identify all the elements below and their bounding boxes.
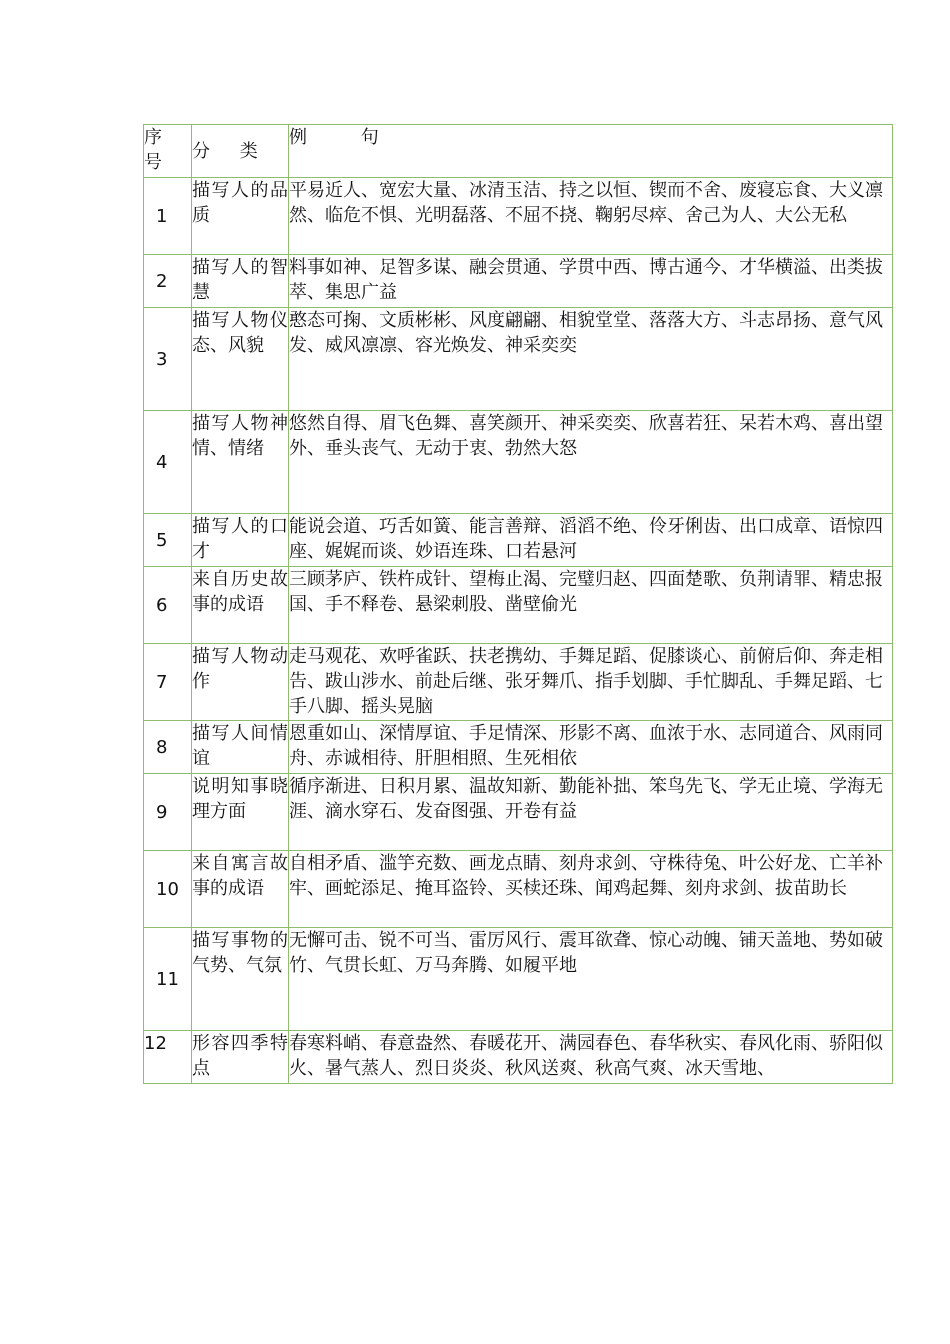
row-category-text: 描写人间情谊 <box>192 723 288 769</box>
table-row <box>144 255 893 308</box>
table-row <box>144 1031 893 1084</box>
row-number <box>144 178 192 255</box>
row-examples-text: 憨态可掬、文质彬彬、风度翩翩、相貌堂堂、落落大方、斗志昂扬、意气风发、威风凛凛、容光焕发、神采奕奕 <box>289 310 883 356</box>
row-examples-text: 平易近人、宽宏大量、冰清玉洁、持之以恒、锲而不舍、废寝忘食、大义凛然、临危不惧、光明磊落、不屈不挠、鞠躬尽瘁、舍己为人、大公无私 <box>289 180 883 226</box>
row-number-text: 8 <box>156 736 168 758</box>
row-category <box>192 178 289 255</box>
row-category <box>192 255 289 308</box>
row-number-text: 1 <box>156 205 168 227</box>
table-row <box>144 308 893 411</box>
idiom-table <box>143 124 893 1084</box>
row-number-text: 11 <box>156 968 179 990</box>
row-category <box>192 851 289 928</box>
table-row <box>144 851 893 928</box>
row-examples-text: 循序渐进、日积月累、温故知新、勤能补拙、笨鸟先飞、学无止境、学海无涯、滴水穿石、发奋图强、开卷有益 <box>289 776 883 822</box>
row-number <box>144 721 192 774</box>
row-category-text: 描写人的品质 <box>192 180 288 226</box>
row-examples <box>289 411 893 514</box>
table-row <box>144 178 893 255</box>
row-category <box>192 721 289 774</box>
row-examples-text: 走马观花、欢呼雀跃、扶老携幼、手舞足蹈、促膝谈心、前俯后仰、奔走相告、跋山涉水、前赴后继、张牙舞爪、指手划脚、手忙脚乱、手舞足蹈、七手八脚、摇头晃脑 <box>289 646 883 717</box>
row-category-text: 描写人物神情、情绪 <box>192 413 288 459</box>
row-category <box>192 308 289 411</box>
row-number <box>144 851 192 928</box>
row-examples <box>289 514 893 567</box>
header-examples-label: 例 句 <box>289 127 403 148</box>
row-number-text: 9 <box>156 801 168 823</box>
row-examples <box>289 851 893 928</box>
row-examples-text: 三顾茅庐、铁杵成针、望梅止渴、完璧归赵、四面楚歌、负荆请罪、精忠报国、手不释卷、悬梁刺股、凿壁偷光 <box>289 569 883 615</box>
table-row <box>144 774 893 851</box>
row-number <box>144 774 192 851</box>
row-category-text: 描写事物的气势、气氛 <box>192 930 288 976</box>
row-category <box>192 411 289 514</box>
header-number-label: 序号 <box>144 127 162 173</box>
row-number-text: 4 <box>156 451 168 473</box>
row-examples-text: 春寒料峭、春意盎然、春暖花开、满园春色、春华秋实、春风化雨、骄阳似火、暑气蒸人、烈日炎炎、秋风送爽、秋高气爽、冰天雪地、 <box>289 1033 883 1079</box>
row-category-text: 来自寓言故事的成语 <box>192 853 288 899</box>
row-examples <box>289 721 893 774</box>
row-number-text: 12 <box>144 1033 167 1054</box>
header-examples-cell <box>289 125 893 178</box>
row-examples-text: 能说会道、巧舌如簧、能言善辩、滔滔不绝、伶牙俐齿、出口成章、语惊四座、娓娓而谈、妙语连珠、口若悬河 <box>289 516 883 562</box>
row-examples <box>289 644 893 721</box>
row-category <box>192 1031 289 1084</box>
row-number-text: 7 <box>156 671 168 693</box>
table-row <box>144 411 893 514</box>
row-category <box>192 774 289 851</box>
row-number-text: 3 <box>156 348 168 370</box>
row-number <box>144 1031 192 1084</box>
row-category-text: 说明知事晓理方面 <box>192 776 288 822</box>
row-examples <box>289 178 893 255</box>
row-category-text: 描写人物动作 <box>192 646 288 692</box>
row-examples-text: 自相矛盾、滥竽充数、画龙点睛、刻舟求剑、守株待兔、叶公好龙、亡羊补牢、画蛇添足、掩耳盗铃、买椟还珠、闻鸡起舞、刻舟求剑、拔苗助长 <box>289 853 883 899</box>
row-number <box>144 644 192 721</box>
row-category <box>192 928 289 1031</box>
row-examples <box>289 308 893 411</box>
table-row <box>144 644 893 721</box>
row-category-text: 描写人物仪态、风貌 <box>192 310 288 356</box>
row-examples-text: 悠然自得、眉飞色舞、喜笑颜开、神采奕奕、欣喜若狂、呆若木鸡、喜出望外、垂头丧气、无动于衷、勃然大怒 <box>289 413 883 459</box>
table-row <box>144 721 893 774</box>
row-examples <box>289 928 893 1031</box>
row-examples <box>289 567 893 644</box>
row-number-text: 6 <box>156 594 168 616</box>
row-category <box>192 567 289 644</box>
row-number <box>144 928 192 1031</box>
table-row <box>144 567 893 644</box>
row-number <box>144 514 192 567</box>
row-number-text: 2 <box>156 270 168 292</box>
table-row <box>144 928 893 1031</box>
row-number <box>144 411 192 514</box>
row-examples-text: 料事如神、足智多谋、融会贯通、学贯中西、博古通今、才华横溢、出类拔萃、集思广益 <box>289 257 883 303</box>
table-row <box>144 514 893 567</box>
header-number-cell <box>144 125 192 178</box>
header-category-cell <box>192 125 289 178</box>
row-number <box>144 308 192 411</box>
row-number <box>144 255 192 308</box>
table-header-row <box>144 125 893 178</box>
row-examples <box>289 1031 893 1084</box>
header-category-label: 分 类 <box>192 140 270 162</box>
row-examples <box>289 774 893 851</box>
row-examples-text: 恩重如山、深情厚谊、手足情深、形影不离、血浓于水、志同道合、风雨同舟、赤诚相待、肝胆相照、生死相依 <box>289 723 883 769</box>
row-category-text: 描写人的口才 <box>192 516 288 562</box>
row-category-text: 来自历史故事的成语 <box>192 569 288 615</box>
row-category <box>192 514 289 567</box>
idiom-table-page <box>143 124 892 1084</box>
row-number-text: 10 <box>156 878 179 900</box>
row-number <box>144 567 192 644</box>
row-number-text: 5 <box>156 529 168 551</box>
row-examples <box>289 255 893 308</box>
row-category <box>192 644 289 721</box>
row-category-text: 描写人的智慧 <box>192 257 288 303</box>
row-examples-text: 无懈可击、锐不可当、雷厉风行、震耳欲聋、惊心动魄、铺天盖地、势如破竹、气贯长虹、万马奔腾、如履平地 <box>289 930 883 976</box>
row-category-text: 形容四季特点 <box>192 1033 288 1079</box>
